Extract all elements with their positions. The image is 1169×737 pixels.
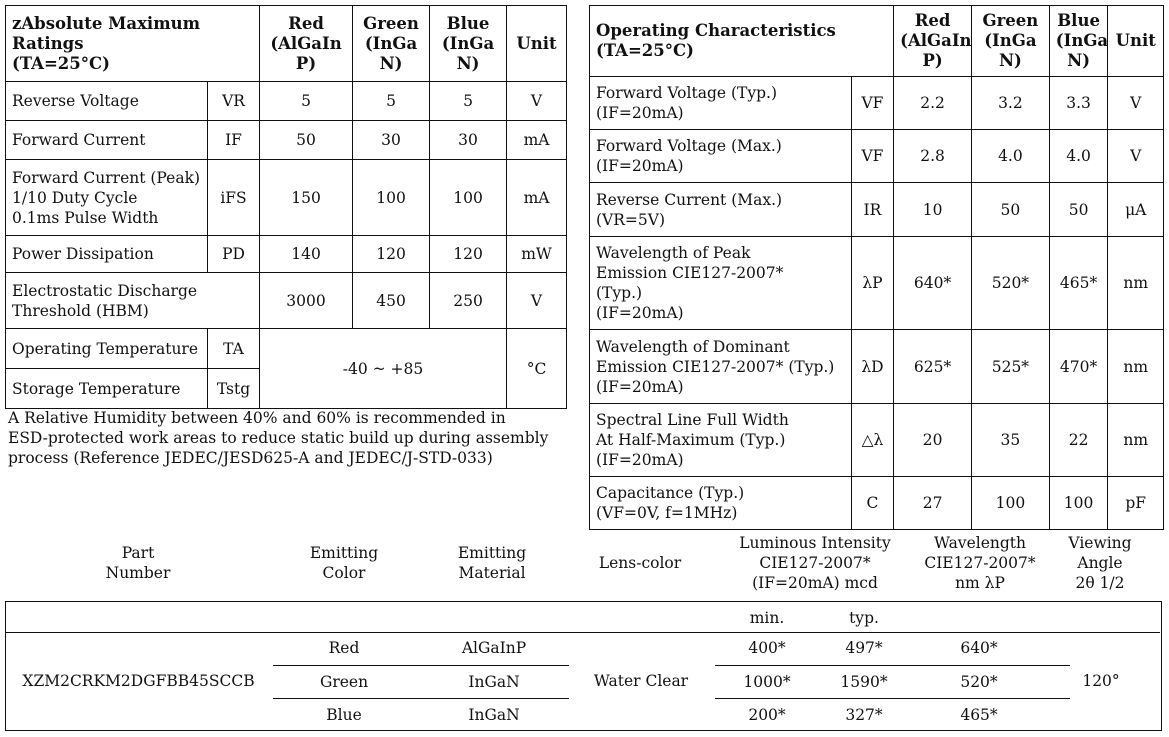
table-row	[590, 183, 1164, 237]
absolute-maximum-ratings-table	[5, 5, 567, 409]
table-row	[6, 329, 567, 369]
table-row	[590, 77, 1164, 130]
param-label: Forward Current (Peak) 1/10 Duty Cycle 0.1ms Pulse Width	[6, 160, 208, 236]
abs-col-green: Green (InGa N)	[353, 6, 430, 82]
unit: V	[1108, 77, 1164, 130]
emitting-material: InGaN	[468, 706, 520, 724]
value-blue: 50	[1049, 183, 1108, 237]
table-row	[6, 121, 567, 160]
abs-title: zAbsolute Maximum Ratings (TA=25°C)	[6, 6, 260, 82]
value-red: 140	[260, 236, 353, 273]
symbol: PD	[208, 236, 260, 273]
abs-col-red: Red (AlGaIn P)	[260, 6, 353, 82]
value-green: 120	[353, 236, 430, 273]
lum-typ: 1590*	[840, 673, 888, 691]
value-blue: 30	[430, 121, 507, 160]
symbol: VF	[851, 77, 893, 130]
symbol: △λ	[851, 404, 893, 477]
op-col-green: Green (InGa N)	[971, 6, 1049, 77]
param-label: Wavelength of Peak Emission CIE127-2007* (Typ.) (IF=20mA)	[590, 237, 852, 330]
value-red: 10	[894, 183, 972, 237]
value-blue: 470*	[1049, 330, 1108, 404]
lum-typ: 497*	[845, 639, 883, 657]
param-label: Reverse Voltage	[6, 82, 208, 121]
value-green: 35	[971, 404, 1049, 477]
symbol: λP	[851, 237, 893, 330]
emitting-color: Blue	[326, 706, 362, 724]
param-label: Forward Current	[6, 121, 208, 160]
unit: pF	[1108, 477, 1164, 530]
value-blue: 3.3	[1049, 77, 1108, 130]
value-red: 3000	[260, 273, 353, 329]
emitting-material: InGaN	[468, 673, 520, 691]
unit: nm	[1108, 237, 1164, 330]
divider	[273, 665, 569, 666]
param-label: Power Dissipation	[6, 236, 208, 273]
value-green: 100	[971, 477, 1049, 530]
value-red: 625*	[894, 330, 972, 404]
value-red: 27	[894, 477, 972, 530]
lum-min: 400*	[748, 639, 786, 657]
header-lens-color: Lens-color	[598, 554, 682, 572]
table-row	[590, 404, 1164, 477]
humidity-note: A Relative Humidity between 40% and 60% is recommended in ESD-protected work areas to reduce static build up during assembly process (Reference JEDEC/JESD625-A and JEDEC/J-STD-033)	[8, 409, 549, 467]
header-wavelength: Wavelength CIE127-2007* nm λP	[924, 534, 1036, 592]
value-green: 450	[353, 273, 430, 329]
table-row	[590, 330, 1164, 404]
param-label: Capacitance (Typ.) (VF=0V, f=1MHz)	[590, 477, 852, 530]
viewing-angle: 120°	[1082, 672, 1120, 690]
value-green: 520*	[971, 237, 1049, 330]
param-label: Electrostatic Discharge Threshold (HBM)	[6, 273, 260, 329]
table-row	[590, 237, 1164, 330]
op-col-unit: Unit	[1108, 6, 1164, 77]
header-emitting-color: Emitting Color	[309, 544, 379, 582]
unit: mA	[507, 121, 567, 160]
divider	[6, 632, 1160, 633]
part-table	[5, 601, 1162, 731]
value-red: 2.2	[894, 77, 972, 130]
value-green: 525*	[971, 330, 1049, 404]
value-green: 5	[353, 82, 430, 121]
temperature-range: -40 ~ +85	[260, 329, 507, 409]
storage-temperature-label: Storage Temperature	[6, 369, 208, 409]
emitting-color: Red	[328, 639, 360, 657]
param-label: Forward Voltage (Typ.) (IF=20mA)	[590, 77, 852, 130]
op-title: Operating Characteristics (TA=25°C)	[590, 6, 894, 77]
table-row	[6, 160, 567, 236]
symbol: Tstg	[208, 369, 260, 409]
wavelength: 640*	[960, 639, 998, 657]
header-part-number: Part Number	[105, 544, 171, 582]
unit: μA	[1108, 183, 1164, 237]
value-blue: 22	[1049, 404, 1108, 477]
op-col-blue: Blue (InGa N)	[1049, 6, 1108, 77]
operating-characteristics-table	[589, 5, 1164, 530]
value-green: 100	[353, 160, 430, 236]
unit: mW	[507, 236, 567, 273]
param-label: Reverse Current (Max.) (VR=5V)	[590, 183, 852, 237]
typ-label: typ.	[849, 609, 879, 627]
wavelength: 465*	[960, 706, 998, 724]
symbol: VR	[208, 82, 260, 121]
value-blue: 120	[430, 236, 507, 273]
value-red: 150	[260, 160, 353, 236]
wavelength: 520*	[960, 673, 998, 691]
unit: mA	[507, 160, 567, 236]
unit: V	[507, 82, 567, 121]
lum-typ: 327*	[845, 706, 883, 724]
value-blue: 4.0	[1049, 130, 1108, 183]
symbol: iFS	[208, 160, 260, 236]
unit: nm	[1108, 404, 1164, 477]
lum-min: 200*	[748, 706, 786, 724]
table-row	[6, 273, 567, 329]
value-green: 30	[353, 121, 430, 160]
part-number: XZM2CRKM2DGFBB45SCCB	[22, 672, 255, 690]
header-viewing-angle: Viewing Angle 2θ 1/2	[1068, 534, 1132, 592]
param-label: Spectral Line Full Width At Half-Maximum (Typ.) (IF=20mA)	[590, 404, 852, 477]
temperature-unit: °C	[507, 329, 567, 409]
value-blue: 250	[430, 273, 507, 329]
symbol: IR	[851, 183, 893, 237]
abs-col-unit: Unit	[507, 6, 567, 82]
divider	[715, 698, 1070, 699]
value-red: 640*	[894, 237, 972, 330]
op-col-red: Red (AlGaIn P)	[894, 6, 972, 77]
table-row	[6, 82, 567, 121]
value-red: 2.8	[894, 130, 972, 183]
symbol: VF	[851, 130, 893, 183]
lum-min: 1000*	[743, 673, 791, 691]
emitting-color: Green	[319, 673, 369, 691]
value-blue: 100	[1049, 477, 1108, 530]
header-luminous-intensity: Luminous Intensity CIE127-2007* (IF=20mA) mcd	[739, 534, 891, 592]
table-row	[590, 477, 1164, 530]
value-red: 5	[260, 82, 353, 121]
value-blue: 5	[430, 82, 507, 121]
lens-color: Water Clear	[593, 672, 689, 690]
table-row	[6, 236, 567, 273]
value-red: 50	[260, 121, 353, 160]
symbol: C	[851, 477, 893, 530]
param-label: Forward Voltage (Max.) (IF=20mA)	[590, 130, 852, 183]
value-red: 20	[894, 404, 972, 477]
param-label: Wavelength of Dominant Emission CIE127-2007* (Typ.) (IF=20mA)	[590, 330, 852, 404]
value-blue: 100	[430, 160, 507, 236]
divider	[715, 665, 1070, 666]
abs-col-blue: Blue (InGa N)	[430, 6, 507, 82]
value-blue: 465*	[1049, 237, 1108, 330]
header-emitting-material: Emitting Material	[457, 544, 527, 582]
unit: V	[507, 273, 567, 329]
symbol: IF	[208, 121, 260, 160]
value-green: 3.2	[971, 77, 1049, 130]
emitting-material: AlGaInP	[461, 639, 527, 657]
divider	[273, 698, 569, 699]
unit: nm	[1108, 330, 1164, 404]
unit: V	[1108, 130, 1164, 183]
operating-temperature-label: Operating Temperature	[6, 329, 208, 369]
value-green: 50	[971, 183, 1049, 237]
symbol: λD	[851, 330, 893, 404]
table-row	[590, 130, 1164, 183]
symbol: TA	[208, 329, 260, 369]
min-label: min.	[749, 609, 785, 627]
value-green: 4.0	[971, 130, 1049, 183]
